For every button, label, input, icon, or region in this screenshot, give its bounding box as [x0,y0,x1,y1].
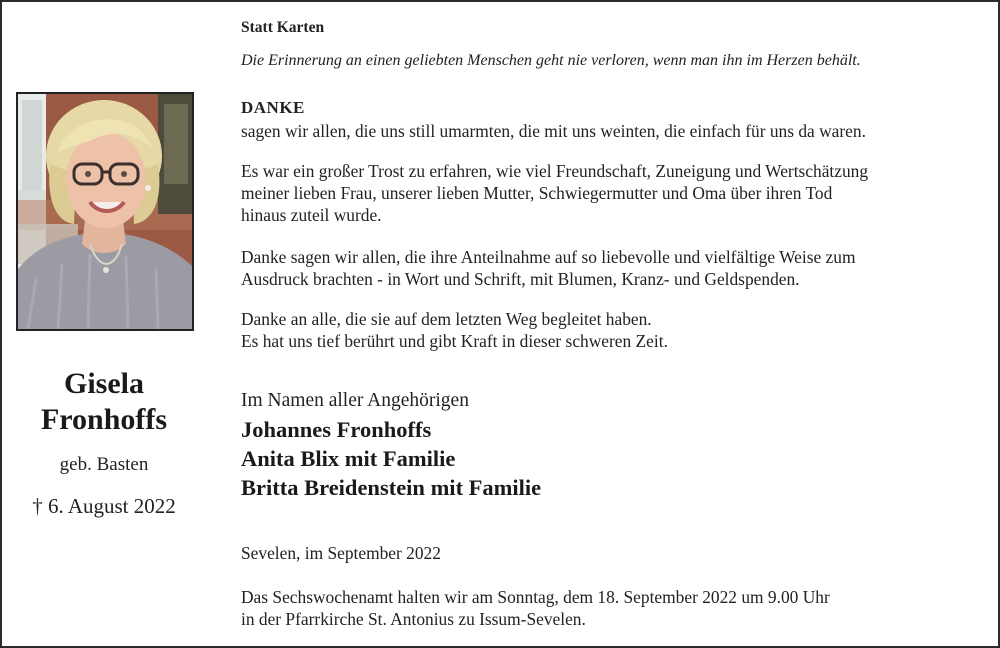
face [66,132,146,228]
paragraph-2 [241,160,986,226]
deceased-name [0,366,208,438]
regards-line: Im Namen aller Angehörigen [241,390,469,411]
family-member-2: Anita Blix mit Familie [241,446,456,471]
deceased-first-name: Gisela [64,367,144,400]
bg-window-pane [22,100,42,190]
family-member-3: Britta Breidenstein mit Familie [241,475,542,500]
paragraph-3 [241,246,986,290]
paragraph-line: Ausdruck brachten - in Wort und Schrift, mit Blumen, Kranz- und Geldspenden. [241,269,800,289]
paragraph-4 [241,308,986,352]
portrait-photo [16,92,194,331]
smile [90,202,124,211]
paragraph-line: Danke sagen wir allen, die ihre Anteilnahme auf so liebevolle und vielfältige Weise zum [241,247,856,267]
paragraph-line: Danke an alle, die sie auf dem letzten Weg begleitet haben. [241,309,652,329]
header-statt-karten: Statt Karten [241,19,325,36]
paragraph-1 [241,120,986,142]
family-member-1: Johannes Fronhoffs [241,417,432,442]
service-announcement [241,586,986,630]
service-line: in der Pfarrkirche St. Antonius zu Issum-Sevelen. [241,609,586,629]
place-date: Sevelen, im September 2022 [241,543,441,563]
death-date: † 6. August 2022 [32,494,176,518]
paragraph-line: hinaus zuteil wurde. [241,205,382,225]
paragraph-line: sagen wir allen, die uns still umarmten, die mit uns weinten, die einfach für uns da waren. [241,121,866,141]
memorial-quote: Die Erinnerung an einen geliebten Menschen geht nie verloren, wenn man ihn im Herzen behält. [241,52,861,69]
service-line: Das Sechswochenamt halten wir am Sonntag, dem 18. September 2022 um 9.00 Uhr [241,587,830,607]
birth-name: geb. Basten [59,454,149,475]
paragraph-line: Es hat uns tief berührt und gibt Kraft in dieser schweren Zeit. [241,331,668,351]
deceased-last-name: Fronhoffs [40,403,168,436]
thanks-title: DANKE [241,98,305,117]
paragraph-line: Es war ein großer Trost zu erfahren, wie viel Freundschaft, Zuneigung und Wertschätzung [241,161,869,181]
paragraph-line: meiner lieben Frau, unserer lieben Mutter, Schwiegermutter und Oma über ihren Tod [241,183,833,203]
portrait-illustration [18,94,192,329]
